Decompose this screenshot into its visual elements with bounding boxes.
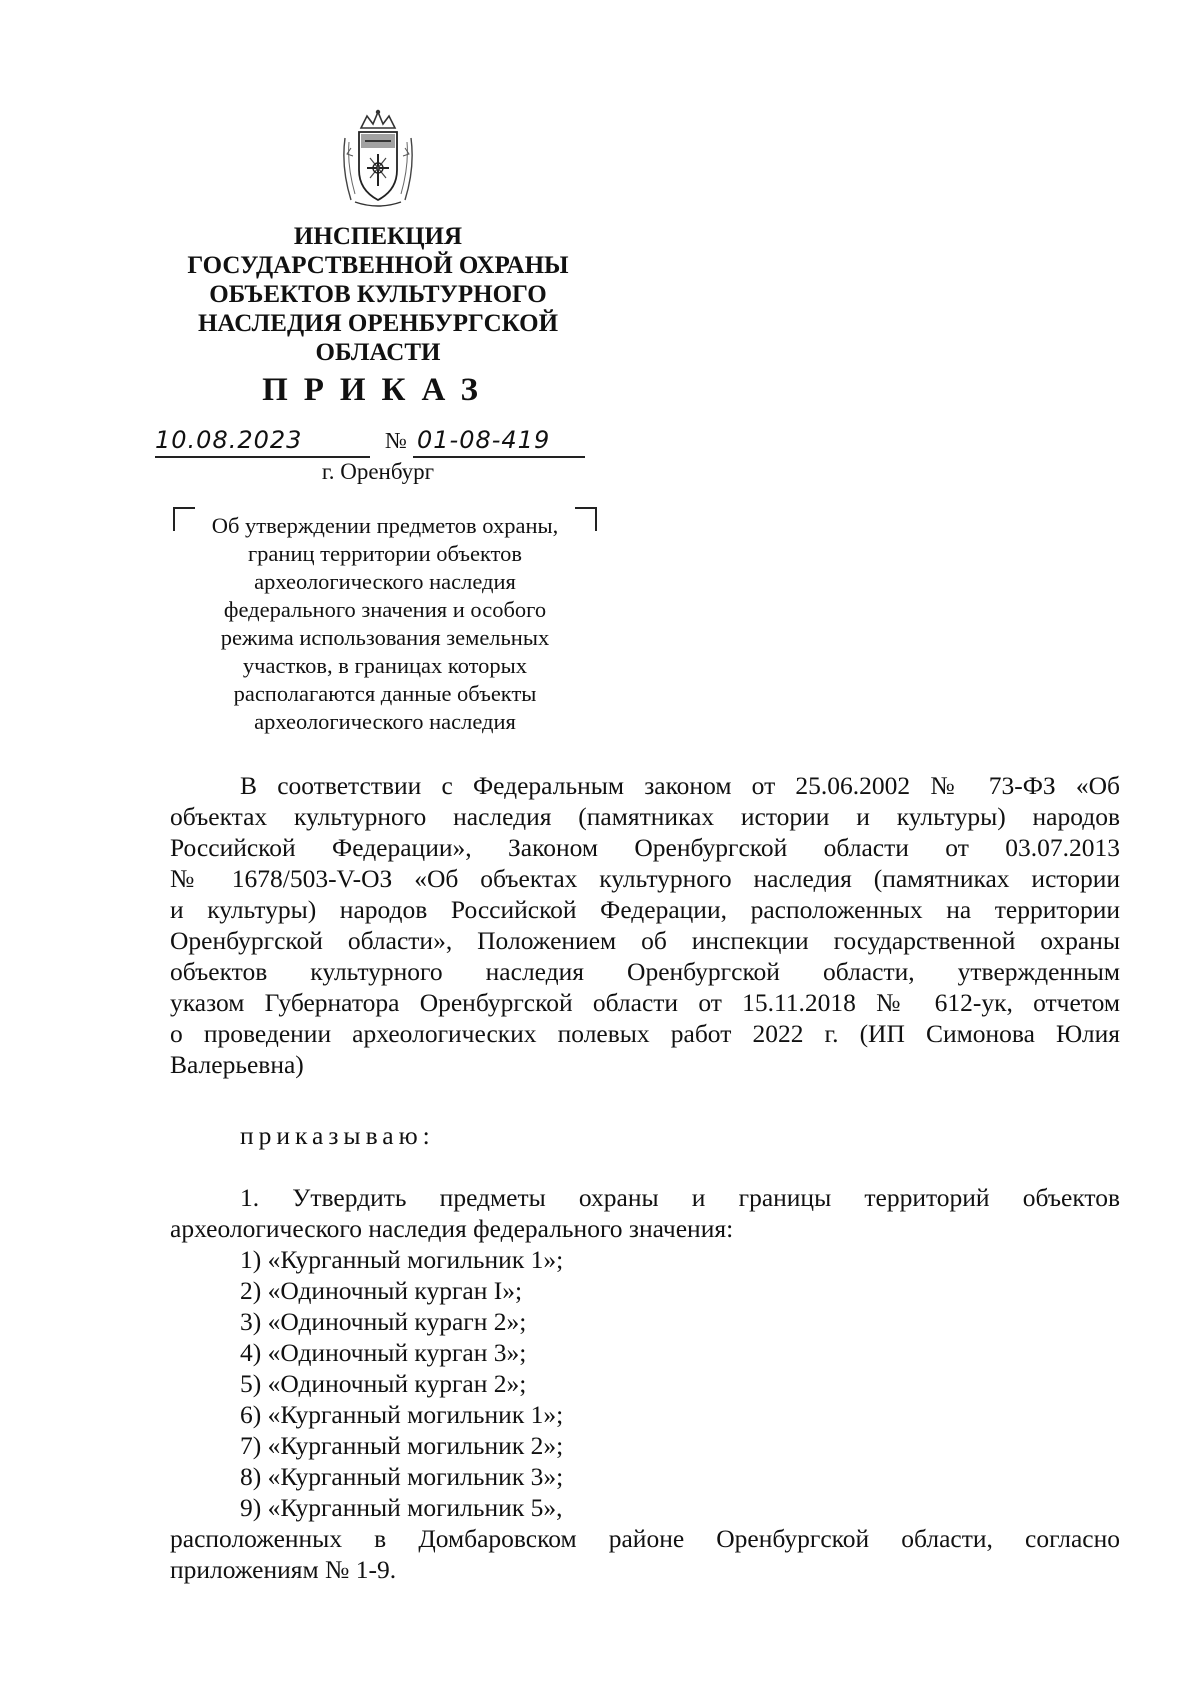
preamble-line: объектах культурного наследия (памятниках истории и культуры) народов <box>170 802 1120 831</box>
order-item-1 <box>170 1182 1120 1244</box>
number-underline <box>413 456 585 458</box>
subject-line: располагаются данные объекты <box>233 681 537 706</box>
preamble-line: и культуры) народов Российской Федерации, расположенных на территории <box>170 895 1120 924</box>
organization-name <box>150 222 606 367</box>
preamble-line: о проведении археологических полевых работ 2022 г. (ИП Симонова Юлия <box>170 1019 1120 1048</box>
preamble-line: Российской Федерации», Законом Оренбургской области от 03.07.2013 <box>170 833 1120 862</box>
coat-of-arms-emblem <box>337 108 419 210</box>
preamble <box>170 770 1120 1080</box>
list-item: 9) «Курганный могильник 5», <box>240 1493 563 1522</box>
subject-line: археологического наследия <box>254 709 516 734</box>
list-item: 3) «Одиночный курагн 2»; <box>240 1307 527 1336</box>
subject-line: участков, в границах которых <box>242 653 528 678</box>
item-line: археологического наследия федерального значения: <box>170 1214 734 1243</box>
organization-name-line: НАСЛЕДИЯ ОРЕНБУРГСКОЙ <box>197 310 559 337</box>
order-date: 10.08.2023 <box>155 426 303 454</box>
organization-name-line: ГОСУДАРСТВЕННОЙ ОХРАНЫ <box>187 252 569 279</box>
preamble-line: В соответствии с Федеральным законом от 25.06.2002 № 73-ФЗ «Об <box>240 771 1120 800</box>
list-item: 5) «Одиночный курган 2»; <box>240 1369 527 1398</box>
subject-line: федерального значения и особого <box>223 597 547 622</box>
preamble-line: Оренбургской области», Положением об инспекции государственной охраны <box>170 926 1120 955</box>
closing-line: приложениям № 1-9. <box>170 1555 397 1584</box>
subject-line: археологического наследия <box>254 569 516 594</box>
order-word: приказываю: <box>240 1121 435 1150</box>
organization-name-line: ИНСПЕКЦИЯ <box>293 223 463 250</box>
city-of-issue: г. Оренбург <box>321 459 435 484</box>
organization-name-line: ОБЛАСТИ <box>315 339 441 366</box>
document-type-title: ПРИКАЗ <box>262 372 494 408</box>
list-item: 7) «Курганный могильник 2»; <box>240 1431 564 1460</box>
registration-line <box>155 426 585 460</box>
subject-bracket-right <box>595 507 597 531</box>
list-item: 1) «Курганный могильник 1»; <box>240 1245 564 1274</box>
preamble-line: указом Губернатора Оренбургской области от 15.11.2018 № 612-ук, отчетом <box>170 988 1120 1017</box>
list-item: 8) «Курганный могильник 3»; <box>240 1462 564 1491</box>
preamble-line: Валерьевна) <box>170 1050 304 1079</box>
subject-line: Об утверждении предметов охраны, <box>211 513 559 538</box>
order-subject <box>185 512 585 736</box>
organization-name-line: ОБЪЕКТОВ КУЛЬТУРНОГО <box>209 281 547 308</box>
subject-bracket-left <box>173 507 195 509</box>
closing-paragraph <box>170 1523 1120 1585</box>
date-underline <box>155 456 370 458</box>
subject-bracket-left <box>173 507 175 531</box>
preamble-line: объектов культурного наследия Оренбургской области, утвержденным <box>170 957 1120 986</box>
list-item: 4) «Одиночный курган 3»; <box>240 1338 527 1367</box>
list-item: 2) «Одиночный курган I»; <box>240 1276 523 1305</box>
heritage-objects-list <box>170 1244 1120 1523</box>
item-line: 1. Утвердить предметы охраны и границы территорий объектов <box>240 1183 1120 1212</box>
subject-line: границ территории объектов <box>247 541 523 566</box>
subject-line: режима использования земельных <box>220 625 550 650</box>
order-body <box>170 770 1120 1585</box>
closing-line: расположенных в Домбаровском районе Оренбургской области, согласно <box>170 1524 1120 1553</box>
order-number: 01-08-419 <box>417 426 551 454</box>
number-sign: № <box>385 428 407 453</box>
preamble-line: № 1678/503-V-ОЗ «Об объектах культурного наследия (памятниках истории <box>170 864 1120 893</box>
subject-bracket-right <box>575 507 597 509</box>
list-item: 6) «Курганный могильник 1»; <box>240 1400 564 1429</box>
